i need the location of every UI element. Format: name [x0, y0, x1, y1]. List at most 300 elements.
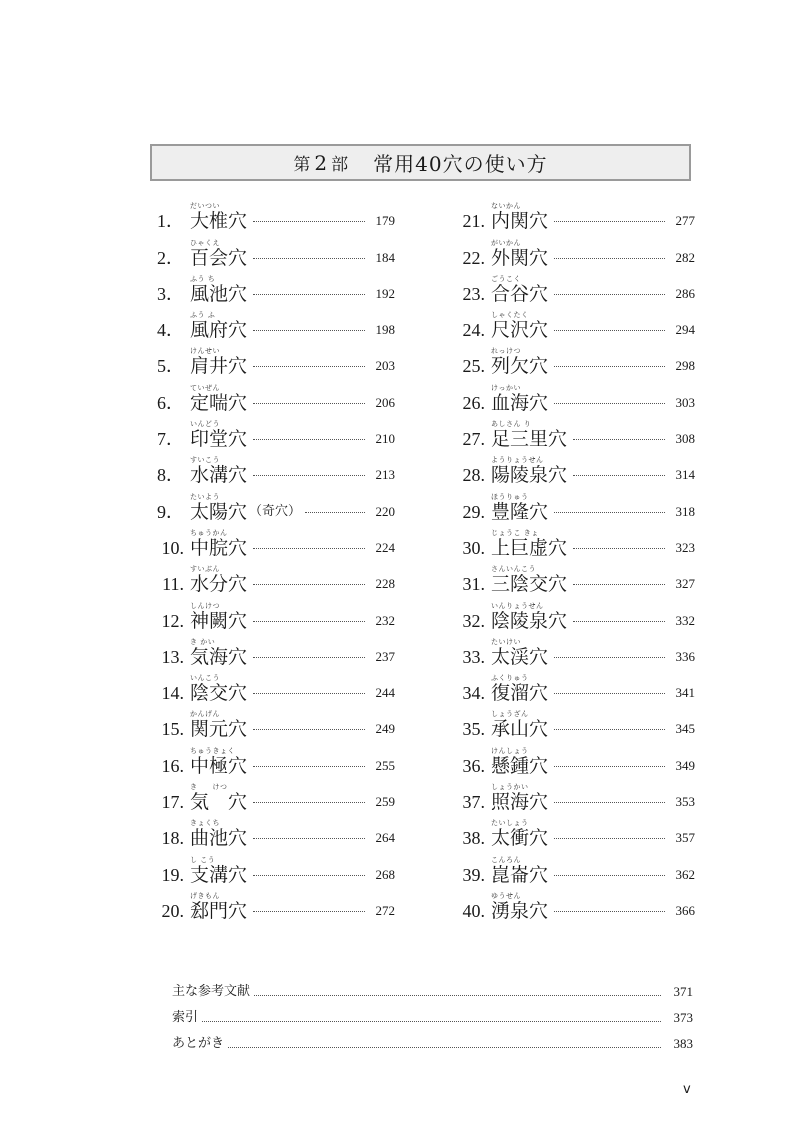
entry-page: 255 — [375, 757, 395, 773]
entry-number: 10. — [161, 537, 184, 558]
entry-title — [491, 492, 550, 525]
entry-name: 照海穴 — [491, 791, 549, 814]
toc-entry[interactable] — [150, 779, 395, 815]
entry-title — [190, 746, 249, 779]
toc-entry[interactable] — [150, 634, 395, 670]
entry-number: 24. — [462, 320, 485, 341]
entry-ruby: し こう — [190, 855, 216, 864]
toc-right-column — [447, 198, 695, 924]
entry-ruby: き けつ — [190, 783, 228, 792]
backmatter-entry[interactable] — [172, 1027, 693, 1053]
toc-entry[interactable] — [447, 198, 695, 234]
entry-number: 1． — [157, 211, 184, 232]
entry-page: 184 — [375, 249, 395, 265]
entry-ruby: たいよう — [190, 492, 220, 501]
dot-leader — [554, 294, 665, 295]
entry-ruby: ふう ふ — [190, 311, 216, 320]
entry-number: 5． — [157, 356, 184, 377]
entry-page: 210 — [375, 431, 395, 447]
entry-ruby: いんどう — [190, 420, 220, 429]
entry-name: 気 穴 — [190, 791, 248, 814]
entry-ruby: いんこう — [190, 674, 220, 683]
entry-title — [190, 238, 249, 271]
entry-ruby: たいけい — [491, 637, 521, 646]
part-header — [150, 144, 691, 181]
toc-entry[interactable] — [447, 525, 695, 561]
entry-name: 陽陵泉穴 — [491, 464, 568, 487]
entry-page: 308 — [675, 431, 695, 447]
toc-entry[interactable] — [150, 452, 395, 488]
entry-title — [491, 420, 569, 452]
entry-page: 318 — [675, 503, 695, 519]
entry-page: 332 — [675, 612, 695, 628]
toc-entry[interactable] — [447, 706, 695, 742]
entry-number: 25. — [462, 356, 485, 377]
dot-leader — [253, 366, 365, 367]
entry-ruby: しゃくたく — [491, 311, 529, 320]
entry-title — [491, 891, 550, 924]
entry-name: 尺沢穴 — [491, 319, 549, 342]
entry-page: 268 — [375, 866, 395, 882]
entry-name: 関元穴 — [190, 718, 248, 741]
entry-number: 36. — [462, 755, 485, 776]
dot-leader — [253, 330, 365, 331]
dot-leader — [253, 221, 365, 222]
page-folio: v — [683, 1082, 691, 1097]
entry-page: 264 — [375, 830, 395, 846]
dot-leader — [253, 766, 365, 767]
entry-page: 323 — [675, 539, 695, 555]
entry-page: 232 — [375, 612, 395, 628]
toc-entry[interactable] — [447, 452, 695, 488]
toc-entry[interactable] — [447, 634, 695, 670]
entry-ruby: ふう ち — [190, 274, 216, 283]
dot-leader — [253, 693, 365, 694]
entry-page: 198 — [375, 322, 395, 338]
backmatter-label: あとがき — [172, 1036, 225, 1051]
part-number: 2 — [314, 151, 329, 175]
entry-name: 印堂穴 — [190, 428, 248, 451]
entry-number: 2． — [157, 247, 184, 268]
entry-ruby: ごうこく — [491, 274, 521, 283]
entry-number: 35. — [462, 719, 485, 740]
entry-page: 327 — [675, 576, 695, 592]
entry-ruby: き かい — [190, 637, 216, 646]
backmatter-page: 383 — [673, 1036, 693, 1051]
backmatter-page: 371 — [673, 984, 693, 999]
entry-number: 3． — [157, 283, 184, 304]
toc-entry[interactable] — [447, 851, 695, 887]
entry-name: 神闕穴 — [190, 609, 248, 632]
entry-page: 282 — [675, 249, 695, 265]
entry-ruby: きょくち — [190, 819, 220, 828]
toc-entry[interactable] — [447, 779, 695, 815]
entry-number: 22. — [462, 247, 485, 268]
dot-leader — [554, 366, 665, 367]
entry-number: 26. — [462, 392, 485, 413]
entry-number: 27. — [462, 429, 485, 450]
dot-leader — [573, 584, 665, 585]
entry-title — [190, 565, 249, 597]
entry-title — [190, 383, 249, 416]
entry-title — [491, 274, 550, 307]
entry-page: 357 — [675, 830, 695, 846]
entry-ruby: けんせい — [190, 347, 220, 356]
toc-entry[interactable] — [150, 271, 395, 307]
entry-page: 303 — [675, 394, 695, 410]
entry-number: 4． — [157, 320, 184, 341]
dot-leader — [253, 621, 365, 622]
entry-ruby: すいこう — [190, 456, 220, 465]
toc-entry[interactable] — [150, 561, 395, 597]
toc-entry[interactable] — [447, 742, 695, 778]
entry-title — [190, 674, 249, 706]
entry-page: 213 — [375, 467, 395, 483]
entry-name: 支溝穴 — [190, 863, 248, 886]
dot-leader — [554, 693, 665, 694]
dot-leader — [253, 258, 365, 259]
toc-entry[interactable] — [150, 815, 395, 851]
entry-page: 314 — [675, 467, 695, 483]
entry-name: 太衝穴 — [491, 827, 549, 850]
entry-page: 179 — [375, 213, 395, 229]
entry-page: 366 — [675, 902, 695, 918]
entry-number: 11. — [162, 574, 184, 595]
entry-name: 曲池穴 — [190, 827, 248, 850]
entry-page: 237 — [375, 648, 395, 664]
entry-number: 19. — [161, 864, 184, 885]
entry-ruby: がいかん — [491, 238, 521, 247]
dot-leader — [253, 911, 365, 912]
dot-leader — [573, 621, 665, 622]
entry-title — [491, 238, 550, 271]
dot-leader — [554, 838, 665, 839]
entry-title — [491, 783, 550, 815]
dot-leader — [554, 258, 665, 259]
entry-page: 286 — [675, 285, 695, 301]
toc-entry[interactable] — [447, 271, 695, 307]
dot-leader — [573, 475, 665, 476]
entry-ruby: ないかん — [491, 202, 521, 211]
toc-entry[interactable] — [150, 379, 395, 415]
entry-ruby: すいぶん — [190, 565, 220, 574]
toc-entry[interactable] — [150, 670, 395, 706]
entry-name: 大椎穴 — [190, 210, 248, 233]
entry-ruby: しょうかい — [491, 783, 529, 792]
entry-name: 肩井穴 — [190, 355, 248, 378]
entry-ruby: ちゅうきょく — [190, 746, 235, 755]
entry-title — [190, 311, 249, 343]
entry-name: 足三里穴 — [491, 428, 568, 451]
dot-leader — [253, 802, 365, 803]
toc-entry[interactable] — [447, 561, 695, 597]
entry-number: 13. — [161, 646, 184, 667]
dot-leader — [253, 403, 365, 404]
entry-name: 水溝穴 — [190, 464, 248, 487]
entry-title — [491, 202, 550, 234]
dot-leader — [554, 221, 665, 222]
entry-name: 陰交穴 — [190, 682, 248, 705]
entry-ruby: たいしょう — [491, 819, 529, 828]
entry-ruby: だいつい — [190, 202, 220, 211]
entry-ruby: ちゅうかん — [190, 528, 228, 537]
entry-name: 風府穴 — [190, 319, 248, 342]
toc-entry[interactable] — [447, 488, 695, 524]
entry-number: 29. — [462, 501, 485, 522]
entry-number: 12. — [161, 610, 184, 631]
entry-page: 206 — [375, 394, 395, 410]
dot-leader — [253, 294, 365, 295]
entry-name: 承山穴 — [491, 718, 549, 741]
backmatter-label: 索引 — [172, 1010, 199, 1025]
entry-number: 38. — [462, 828, 485, 849]
entry-title — [190, 202, 249, 234]
dot-leader — [253, 584, 365, 585]
entry-ruby: ほうりゅう — [491, 492, 529, 501]
entry-number: 14. — [161, 683, 184, 704]
dot-leader — [253, 875, 365, 876]
dot-leader — [253, 657, 365, 658]
entry-ruby: げきもん — [190, 891, 220, 900]
entry-number: 40. — [462, 900, 485, 921]
entry-title — [491, 347, 550, 379]
entry-name: 崑崙穴 — [491, 863, 549, 886]
part-suffix: 部 — [331, 155, 350, 175]
toc-entry[interactable] — [447, 343, 695, 379]
entry-name: 豊隆穴 — [491, 500, 549, 523]
dot-leader — [554, 911, 665, 912]
entry-ruby: いんりょうせん — [491, 601, 544, 610]
entry-number: 15. — [161, 719, 184, 740]
dot-leader — [554, 330, 665, 331]
entry-number: 28. — [462, 465, 485, 486]
entry-title — [190, 420, 249, 452]
dot-leader — [253, 475, 365, 476]
entry-number: 18. — [161, 828, 184, 849]
entry-title — [190, 347, 249, 379]
entry-title — [190, 819, 249, 851]
entry-name: 復溜穴 — [491, 682, 549, 705]
dot-leader — [202, 1021, 661, 1022]
toc-entry[interactable] — [150, 851, 395, 887]
entry-name: 三陰交穴 — [491, 573, 568, 596]
dot-leader — [554, 766, 665, 767]
entry-title — [491, 528, 569, 561]
entry-name: 中極穴 — [190, 754, 248, 777]
entry-name: 外関穴 — [491, 246, 549, 269]
entry-number: 34. — [462, 683, 485, 704]
entry-ruby: ようりょうせん — [491, 456, 544, 465]
entry-ruby: けんしょう — [491, 746, 529, 755]
entry-number: 31. — [462, 574, 485, 595]
entry-ruby: ふくりゅう — [491, 674, 529, 683]
entry-name: 郄門穴 — [190, 899, 248, 922]
entry-name: 風池穴 — [190, 282, 248, 305]
entry-name: 太陽穴 — [190, 500, 248, 523]
entry-number: 30. — [462, 537, 485, 558]
entry-page: 228 — [375, 576, 395, 592]
toc-entry[interactable] — [150, 234, 395, 270]
toc-entry[interactable] — [447, 416, 695, 452]
entry-title — [190, 637, 249, 670]
toc-entry[interactable] — [150, 742, 395, 778]
dot-leader — [554, 875, 665, 876]
entry-number: 33. — [462, 646, 485, 667]
entry-page: 192 — [375, 285, 395, 301]
entry-name: 懸鍾穴 — [491, 754, 549, 777]
dot-leader — [573, 439, 665, 440]
entry-title — [491, 311, 550, 343]
entry-number: 7． — [157, 429, 184, 450]
entry-title — [190, 456, 249, 488]
entry-ruby: あしさん り — [491, 420, 532, 429]
dot-leader — [554, 657, 665, 658]
entry-page: 341 — [675, 685, 695, 701]
dot-leader — [253, 838, 365, 839]
dot-leader — [254, 995, 661, 996]
dot-leader — [253, 548, 365, 549]
entry-name: 湧泉穴 — [491, 899, 549, 922]
entry-name: 内関穴 — [491, 210, 549, 233]
entry-ruby: しょうざん — [491, 710, 529, 719]
entry-number: 21. — [462, 211, 485, 232]
backmatter-entry[interactable] — [172, 1001, 693, 1027]
entry-name: 百会穴 — [190, 246, 248, 269]
entry-note: （奇穴） — [249, 503, 302, 519]
dot-leader — [573, 548, 665, 549]
backmatter-list — [172, 975, 693, 1053]
entry-ruby: けっかい — [491, 383, 521, 392]
entry-page: 336 — [675, 648, 695, 664]
toc-entry[interactable] — [150, 525, 395, 561]
entry-name: 水分穴 — [190, 573, 248, 596]
toc-entry[interactable] — [447, 307, 695, 343]
entry-number: 37. — [462, 792, 485, 813]
entry-number: 17. — [161, 792, 184, 813]
entry-title — [491, 746, 550, 779]
entry-title — [491, 710, 550, 742]
dot-leader — [253, 729, 365, 730]
entry-title — [190, 891, 249, 924]
entry-number: 32. — [462, 610, 485, 631]
entry-ruby: しんけつ — [190, 601, 220, 610]
entry-number: 9． — [157, 501, 184, 522]
entry-title — [491, 674, 550, 706]
entry-number: 16. — [161, 755, 184, 776]
entry-ruby: れっけつ — [491, 347, 521, 356]
dot-leader — [305, 512, 365, 513]
entry-number: 20. — [161, 900, 184, 921]
entry-ruby: こんろん — [491, 855, 521, 864]
entry-page: 220 — [375, 503, 395, 519]
entry-ruby: じょうこ きょ — [491, 528, 539, 537]
entry-page: 277 — [675, 213, 695, 229]
entry-page: 259 — [375, 794, 395, 810]
entry-page: 203 — [375, 358, 395, 374]
entry-ruby: かんげん — [190, 710, 220, 719]
entry-name: 陰陵泉穴 — [491, 609, 568, 632]
entry-title — [491, 637, 550, 670]
entry-number: 8． — [157, 465, 184, 486]
entry-number: 23. — [462, 283, 485, 304]
backmatter-page: 373 — [673, 1010, 693, 1025]
part-prefix: 第 — [293, 155, 312, 175]
entry-name: 定喘穴 — [190, 391, 248, 414]
entry-page: 224 — [375, 539, 395, 555]
dot-leader — [554, 512, 665, 513]
entry-page: 362 — [675, 866, 695, 882]
toc-entry[interactable] — [447, 815, 695, 851]
entry-title — [190, 601, 249, 634]
toc-entry[interactable] — [150, 343, 395, 379]
toc-entry[interactable] — [150, 888, 395, 924]
entry-name: 上巨虚穴 — [491, 536, 568, 559]
toc-entry[interactable] — [150, 307, 395, 343]
entry-title — [190, 855, 249, 888]
entry-ruby: ひゃくえ — [190, 238, 220, 247]
entry-name: 太渓穴 — [491, 645, 549, 668]
toc-entry[interactable] — [447, 379, 695, 415]
toc-entry[interactable] — [447, 234, 695, 270]
entry-name: 血海穴 — [491, 391, 549, 414]
dot-leader — [554, 802, 665, 803]
toc-entry[interactable] — [447, 670, 695, 706]
entry-title — [190, 710, 249, 742]
entry-title — [491, 601, 569, 634]
toc-entry[interactable] — [150, 416, 395, 452]
dot-leader — [554, 403, 665, 404]
entry-title — [491, 456, 569, 488]
entry-number: 6． — [157, 392, 184, 413]
part-title: 常用40穴の使い方 — [373, 152, 548, 176]
entry-page: 353 — [675, 794, 695, 810]
entry-title — [491, 855, 550, 888]
entry-page: 349 — [675, 757, 695, 773]
entry-title — [491, 383, 550, 416]
backmatter-entry[interactable] — [172, 975, 693, 1001]
entry-number: 39. — [462, 864, 485, 885]
toc-entry[interactable] — [150, 488, 395, 524]
entry-title — [190, 492, 302, 525]
entry-name: 合谷穴 — [491, 282, 549, 305]
entry-ruby: ていぜん — [190, 383, 220, 392]
entry-ruby: ゆうせん — [491, 891, 521, 900]
entry-page: 249 — [375, 721, 395, 737]
toc-entry[interactable] — [150, 706, 395, 742]
dot-leader — [228, 1047, 661, 1048]
toc-entry[interactable] — [150, 198, 395, 234]
entry-title — [190, 783, 249, 815]
entry-name: 気海穴 — [190, 645, 248, 668]
entry-name: 中脘穴 — [190, 536, 248, 559]
toc-entry[interactable] — [150, 597, 395, 633]
entry-title — [190, 274, 249, 307]
toc-left-column — [150, 198, 395, 924]
entry-page: 294 — [675, 322, 695, 338]
entry-title — [190, 528, 249, 561]
entry-title — [491, 565, 569, 597]
entry-page: 345 — [675, 721, 695, 737]
entry-page: 244 — [375, 685, 395, 701]
entry-title — [491, 819, 550, 851]
entry-page: 298 — [675, 358, 695, 374]
backmatter-label: 主な参考文献 — [172, 984, 251, 999]
entry-page: 272 — [375, 902, 395, 918]
toc-entry[interactable] — [447, 888, 695, 924]
entry-ruby: さんいんこう — [491, 565, 536, 574]
dot-leader — [554, 729, 665, 730]
toc-entry[interactable] — [447, 597, 695, 633]
